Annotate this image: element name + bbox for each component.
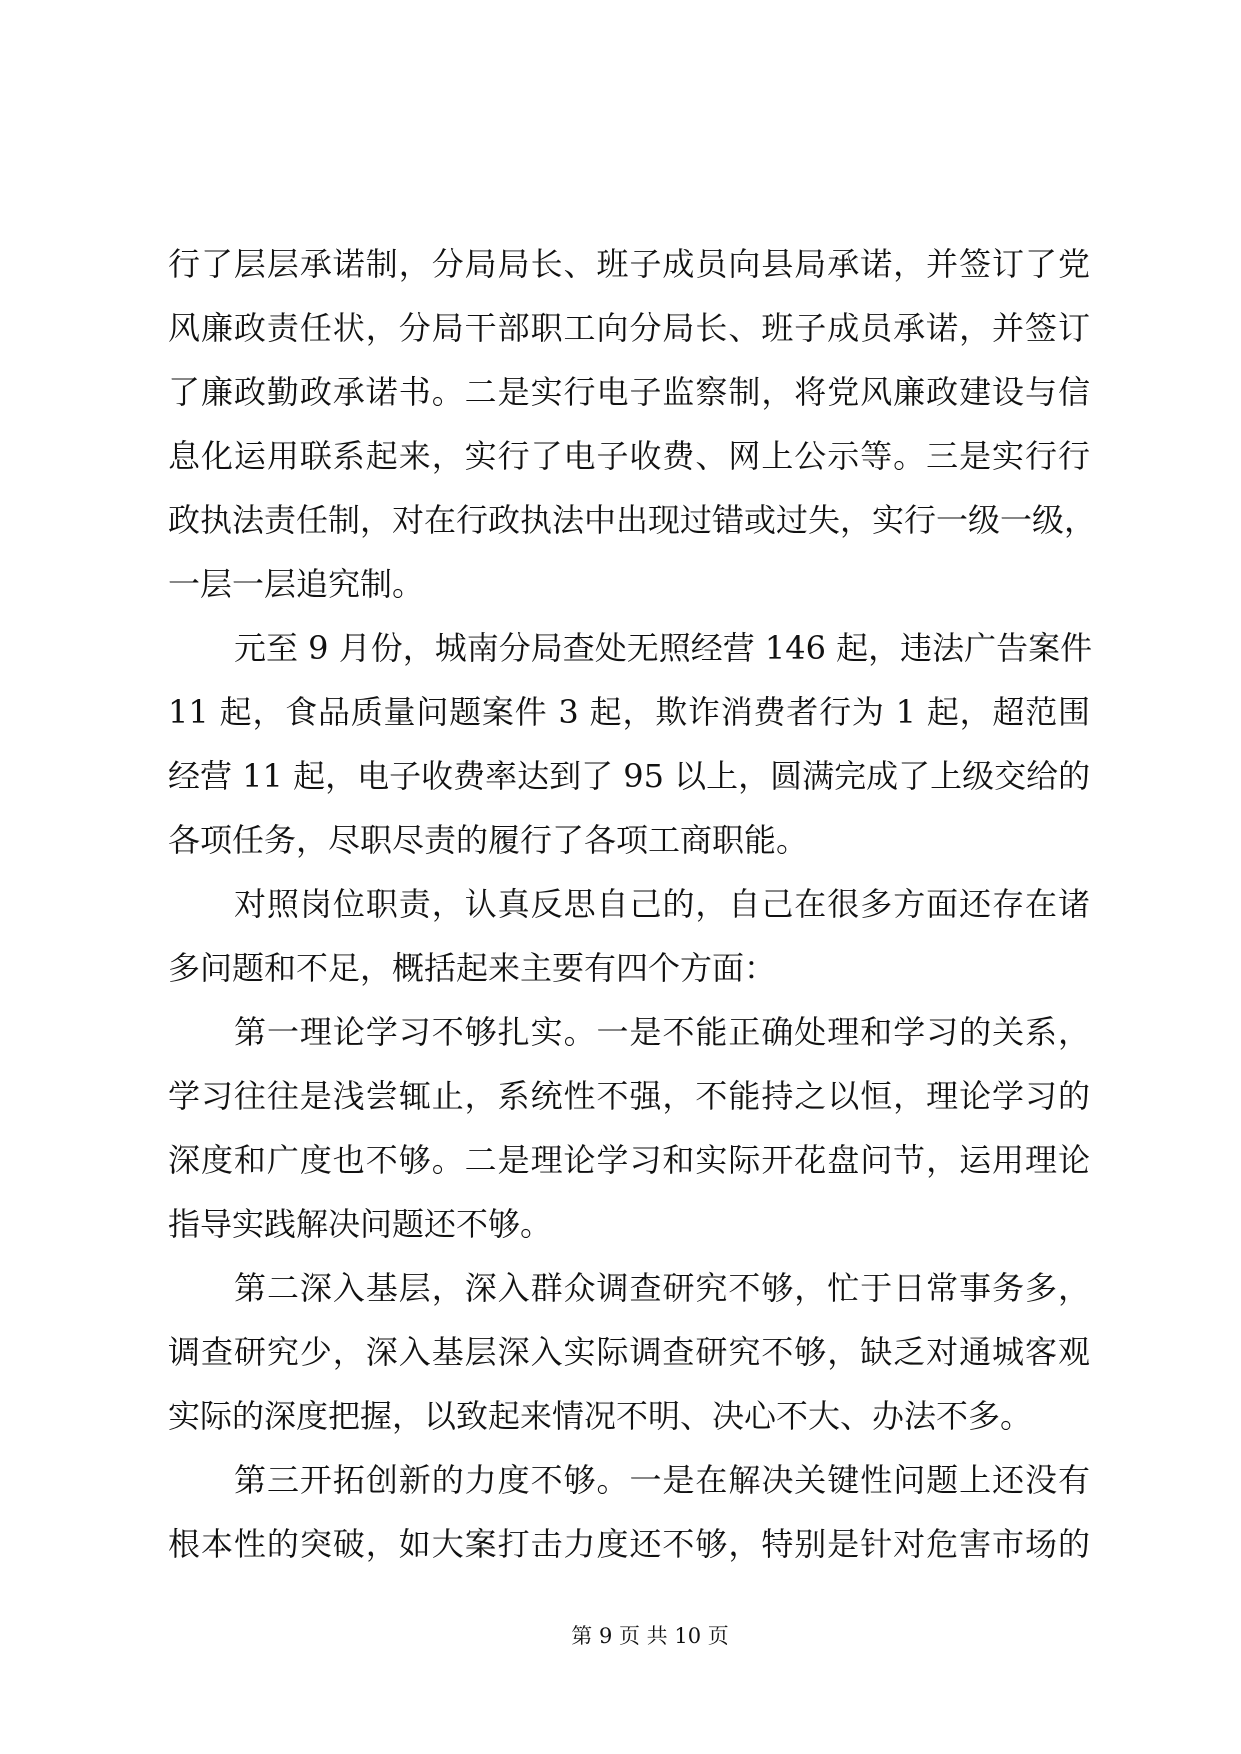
text-line: 对照岗位职责，认真反思自己的，自己在很多方面还存在诸 xyxy=(234,885,1090,923)
text-line: 元至 9 月份，城南分局查处无照经营 146 起，违法广告案件 xyxy=(234,629,1093,667)
text-line: 调查研究少，深入基层深入实际调查研究不够，缺乏对通城客观 xyxy=(168,1333,1090,1371)
page-footer xyxy=(0,1620,1241,1650)
paragraph xyxy=(168,240,1097,624)
text-line: 风廉政责任状，分局干部职工向分局长、班子成员承诺，并签订 xyxy=(168,309,1090,347)
page-number: 第 9 页 共 10 页 xyxy=(571,1624,729,1648)
text-line: 息化运用联系起来，实行了电子收费、网上公示等。三是实行行 xyxy=(168,437,1090,475)
document-body xyxy=(168,240,1097,1584)
text-line: 各项任务，尽职尽责的履行了各项工商职能。 xyxy=(168,821,809,859)
text-line: 多问题和不足，概括起来主要有四个方面： xyxy=(168,949,777,987)
paragraph xyxy=(168,1008,1090,1264)
text-line: 11 起，食品质量问题案件 3 起，欺诈消费者行为 1 起，超范围 xyxy=(168,693,1090,731)
text-line: 指导实践解决问题还不够。 xyxy=(168,1205,553,1243)
paragraph xyxy=(168,1456,1090,1584)
text-line: 行了层层承诺制，分局局长、班子成员向县局承诺，并签订了党 xyxy=(168,245,1090,283)
paragraph xyxy=(168,624,1093,880)
text-line: 第一理论学习不够扎实。一是不能正确处理和学习的关系， xyxy=(234,1013,1090,1051)
paragraph xyxy=(168,1264,1090,1456)
text-line: 政执法责任制，对在行政执法中出现过错或过失，实行一级一级， xyxy=(168,501,1097,539)
paragraph xyxy=(168,880,1090,1008)
text-line: 实际的深度把握，以致起来情况不明、决心不大、办法不多。 xyxy=(168,1397,1033,1435)
text-line: 根本性的突破，如大案打击力度还不够，特别是针对危害市场的 xyxy=(168,1525,1090,1563)
text-line: 了廉政勤政承诺书。二是实行电子监察制，将党风廉政建设与信 xyxy=(168,373,1090,411)
text-line: 第三开拓创新的力度不够。一是在解决关键性问题上还没有 xyxy=(234,1461,1090,1499)
text-line: 学习往往是浅尝辄止，系统性不强，不能持之以恒，理论学习的 xyxy=(168,1077,1090,1115)
text-line: 深度和广度也不够。二是理论学习和实际开花盘问节，运用理论 xyxy=(168,1141,1090,1179)
text-line: 第二深入基层，深入群众调查研究不够，忙于日常事务多， xyxy=(234,1269,1090,1307)
text-line: 一层一层追究制。 xyxy=(168,565,425,603)
text-line: 经营 11 起，电子收费率达到了 95 以上，圆满完成了上级交给的 xyxy=(168,757,1091,795)
